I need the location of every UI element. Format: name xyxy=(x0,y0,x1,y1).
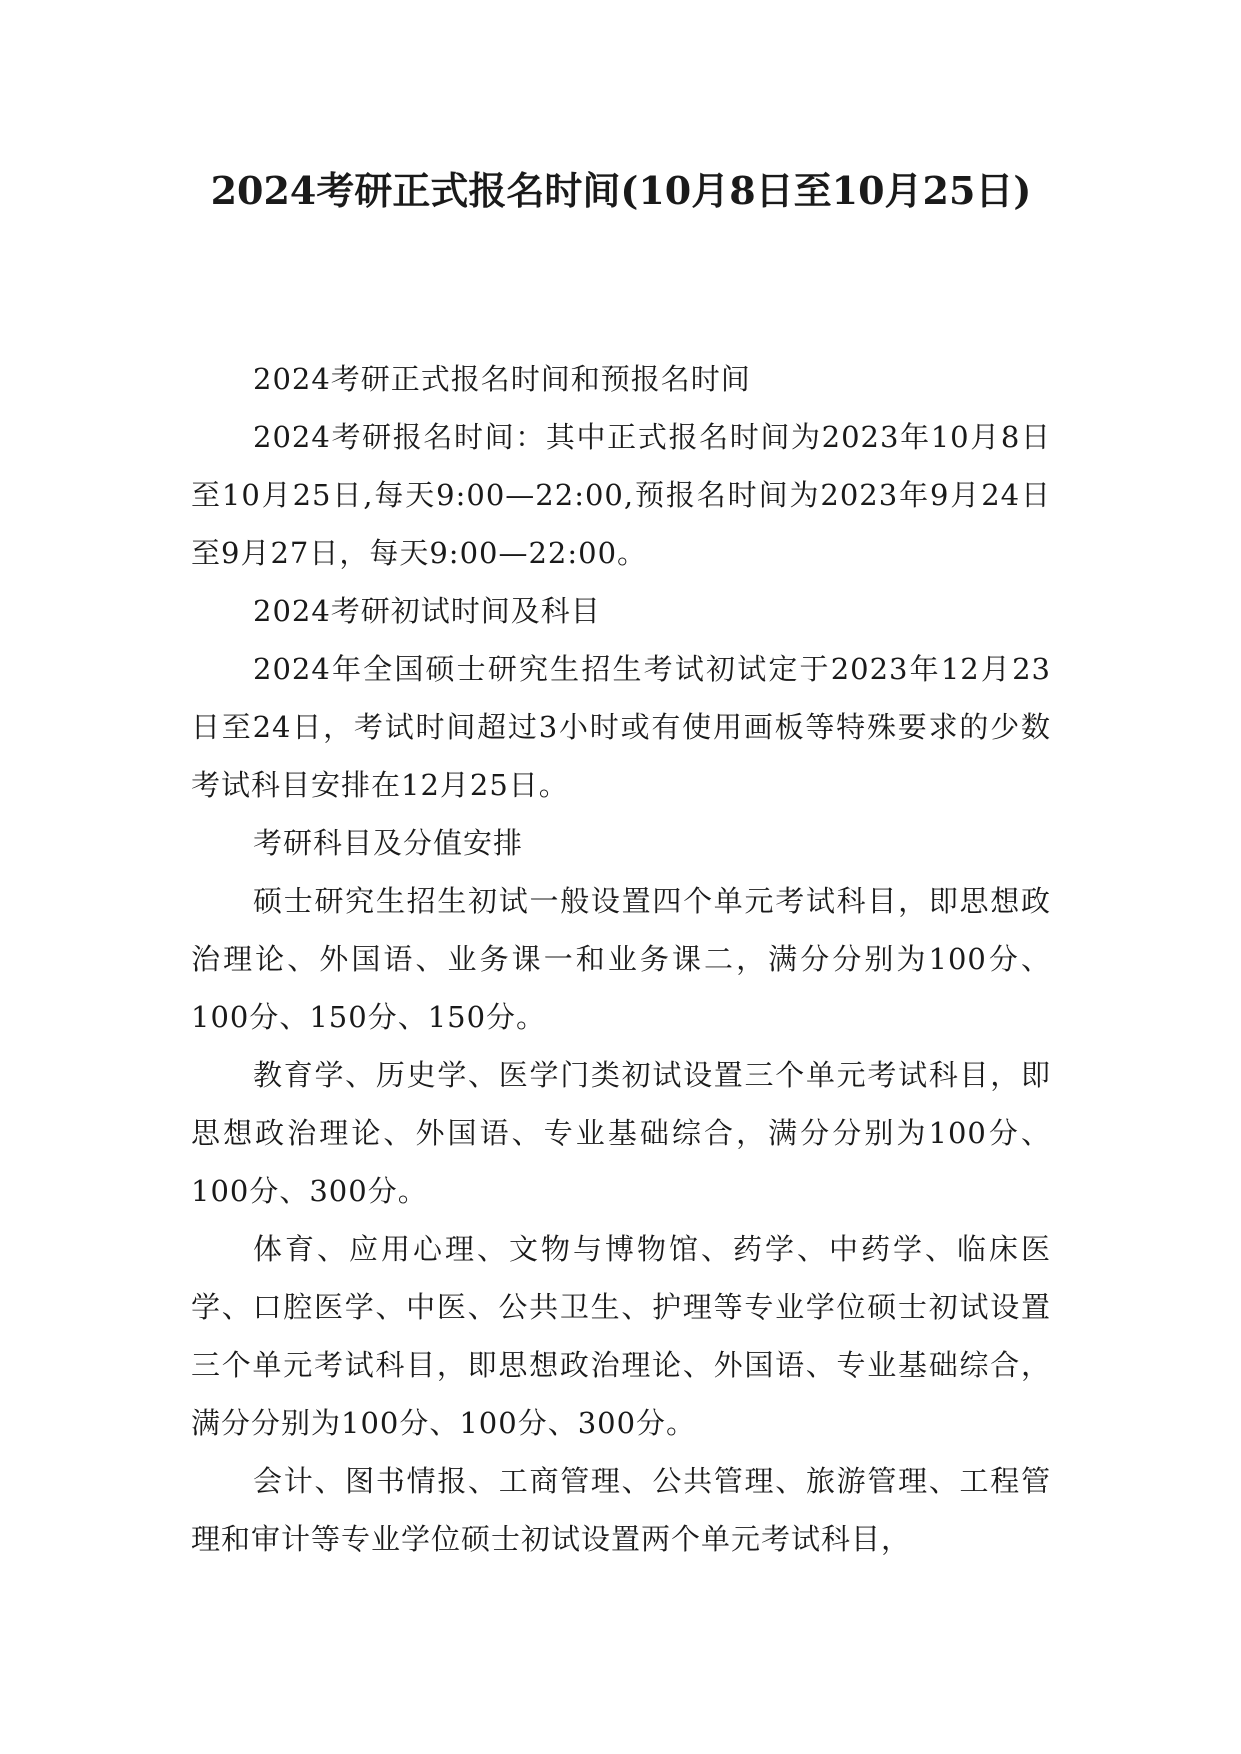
document-body xyxy=(191,350,1051,1568)
paragraph-three-units-general: 教育学、历史学、医学门类初试设置三个单元考试科目，即思想政治理论、外国语、专业基础综合，满分分别为100分、100分、300分。 xyxy=(191,1058,1051,1208)
paragraph-heading-registration: 2024考研正式报名时间和预报名时间 xyxy=(253,362,751,396)
paragraph-three-units-professional: 体育、应用心理、文物与博物馆、药学、中药学、临床医学、口腔医学、中医、公共卫生、护理等专业学位硕士初试设置三个单元考试科目，即思想政治理论、外国语、专业基础综合，满分分别为100分、100分、300分。 xyxy=(191,1232,1051,1440)
paragraph-heading-exam-time: 2024考研初试时间及科目 xyxy=(253,594,601,628)
document-title: 2024考研正式报名时间(10月8日至10月25日) xyxy=(210,168,1032,213)
paragraph-four-units: 硕士研究生招生初试一般设置四个单元考试科目，即思想政治理论、外国语、业务课一和业务课二，满分分别为100分、100分、150分、150分。 xyxy=(191,884,1051,1034)
paragraph-exam-time: 2024年全国硕士研究生招生考试初试定于2023年12月23日至24日，考试时间超过3小时或有使用画板等特殊要求的少数考试科目安排在12月25日。 xyxy=(191,652,1051,802)
document-page xyxy=(191,0,1051,1754)
paragraph-registration-time: 2024考研报名时间：其中正式报名时间为2023年10月8日至10月25日,每天9:00—22:00,预报名时间为2023年9月24日至9月27日，每天9:00—22:00。 xyxy=(191,420,1051,570)
paragraph-two-units: 会计、图书情报、工商管理、公共管理、旅游管理、工程管理和审计等专业学位硕士初试设置两个单元考试科目， xyxy=(191,1464,1051,1556)
paragraph-heading-subjects: 考研科目及分值安排 xyxy=(253,826,524,860)
